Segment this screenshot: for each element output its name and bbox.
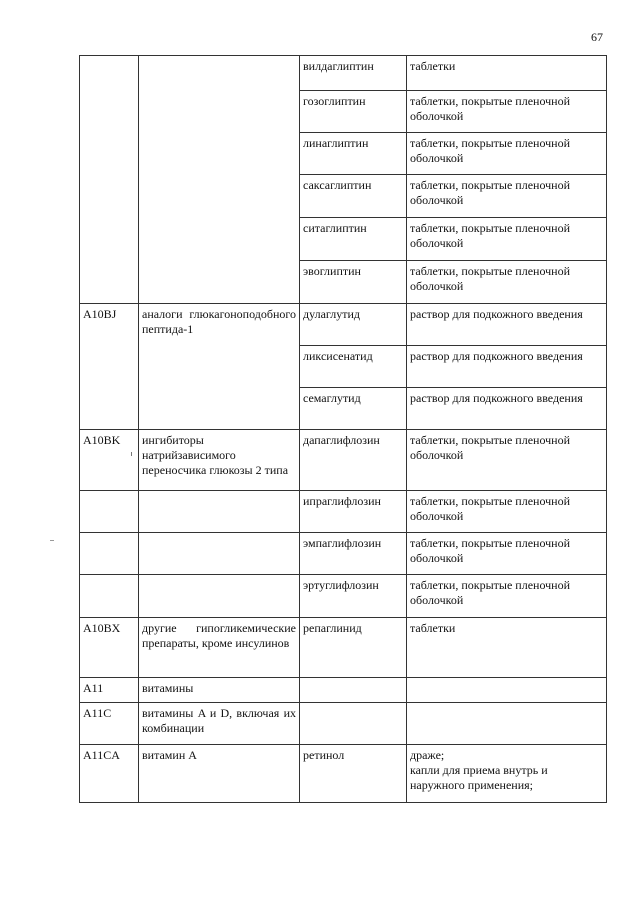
table-row: [80, 430, 607, 491]
atc-code-cell: A11CA: [80, 745, 139, 803]
table-row: [80, 304, 607, 346]
dosage-form-cell: [407, 703, 607, 745]
scan-mark: [131, 452, 132, 456]
atc-code-cell: A11C: [80, 703, 139, 745]
table-row: [80, 745, 607, 803]
table-row: [80, 703, 607, 745]
drug-name-cell: дапаглифлозин: [300, 430, 407, 491]
scan-mark: [50, 540, 54, 541]
group-description-cell: аналоги глюкагоноподобного пептида-1: [139, 304, 300, 430]
atc-code-cell: A10BK: [80, 430, 139, 491]
group-description-cell: витамины: [139, 678, 300, 703]
dosage-form-cell: [407, 678, 607, 703]
drug-name-cell: вилдаглиптин: [300, 56, 407, 91]
group-description-cell: ингибиторы натрийзависимого переносчика глюкозы 2 типа: [139, 430, 300, 491]
dosage-form-cell: раствор для подкожного введения: [407, 388, 607, 430]
group-description-cell: [139, 575, 300, 618]
page-number: 67: [591, 30, 603, 44]
drug-name-cell: [300, 678, 407, 703]
dosage-form-cell: таблетки, покрытые пленочной оболочкой: [407, 133, 607, 175]
atc-code-cell: A11: [80, 678, 139, 703]
group-description-cell: другие гипогликемические препараты, кроме инсулинов: [139, 618, 300, 678]
group-description-cell: [139, 56, 300, 304]
atc-code-cell: [80, 491, 139, 533]
table-row: [80, 618, 607, 678]
dosage-form-cell: раствор для подкожного введения: [407, 304, 607, 346]
drug-name-cell: эвоглиптин: [300, 261, 407, 304]
table-row: [80, 491, 607, 533]
table-row: [80, 575, 607, 618]
drug-name-cell: саксаглиптин: [300, 175, 407, 218]
drug-name-cell: [300, 703, 407, 745]
dosage-form-cell: драже; капли для приема внутрь и наружного применения;: [407, 745, 607, 803]
atc-code-cell: [80, 575, 139, 618]
dosage-form-cell: раствор для подкожного введения: [407, 346, 607, 388]
drug-name-cell: ретинол: [300, 745, 407, 803]
atc-code-cell: A10BX: [80, 618, 139, 678]
dosage-form-cell: таблетки: [407, 56, 607, 91]
dosage-form-cell: таблетки, покрытые пленочной оболочкой: [407, 91, 607, 133]
drug-name-cell: эмпаглифлозин: [300, 533, 407, 575]
table-row: [80, 56, 607, 91]
group-description-cell: [139, 491, 300, 533]
dosage-form-cell: таблетки: [407, 618, 607, 678]
drug-name-cell: ситаглиптин: [300, 218, 407, 261]
group-description-cell: [139, 533, 300, 575]
group-description-cell: витамины A и D, включая их комбинации: [139, 703, 300, 745]
drug-name-cell: ипраглифлозин: [300, 491, 407, 533]
drug-name-cell: репаглинид: [300, 618, 407, 678]
dosage-form-cell: таблетки, покрытые пленочной оболочкой: [407, 430, 607, 491]
atc-code-cell: [80, 56, 139, 304]
atc-code-cell: [80, 533, 139, 575]
atc-code-cell: A10BJ: [80, 304, 139, 430]
group-description-cell: витамин A: [139, 745, 300, 803]
dosage-form-cell: таблетки, покрытые пленочной оболочкой: [407, 175, 607, 218]
drug-name-cell: ликсисенатид: [300, 346, 407, 388]
drug-name-cell: семаглутид: [300, 388, 407, 430]
drug-name-cell: гозоглиптин: [300, 91, 407, 133]
dosage-form-cell: таблетки, покрытые пленочной оболочкой: [407, 218, 607, 261]
drug-name-cell: эртуглифлозин: [300, 575, 407, 618]
table-row: [80, 678, 607, 703]
drug-name-cell: дулаглутид: [300, 304, 407, 346]
drug-table: [79, 55, 607, 803]
dosage-form-cell: таблетки, покрытые пленочной оболочкой: [407, 491, 607, 533]
table-row: [80, 533, 607, 575]
dosage-form-cell: таблетки, покрытые пленочной оболочкой: [407, 261, 607, 304]
dosage-form-cell: таблетки, покрытые пленочной оболочкой: [407, 575, 607, 618]
dosage-form-cell: таблетки, покрытые пленочной оболочкой: [407, 533, 607, 575]
drug-name-cell: линаглиптин: [300, 133, 407, 175]
